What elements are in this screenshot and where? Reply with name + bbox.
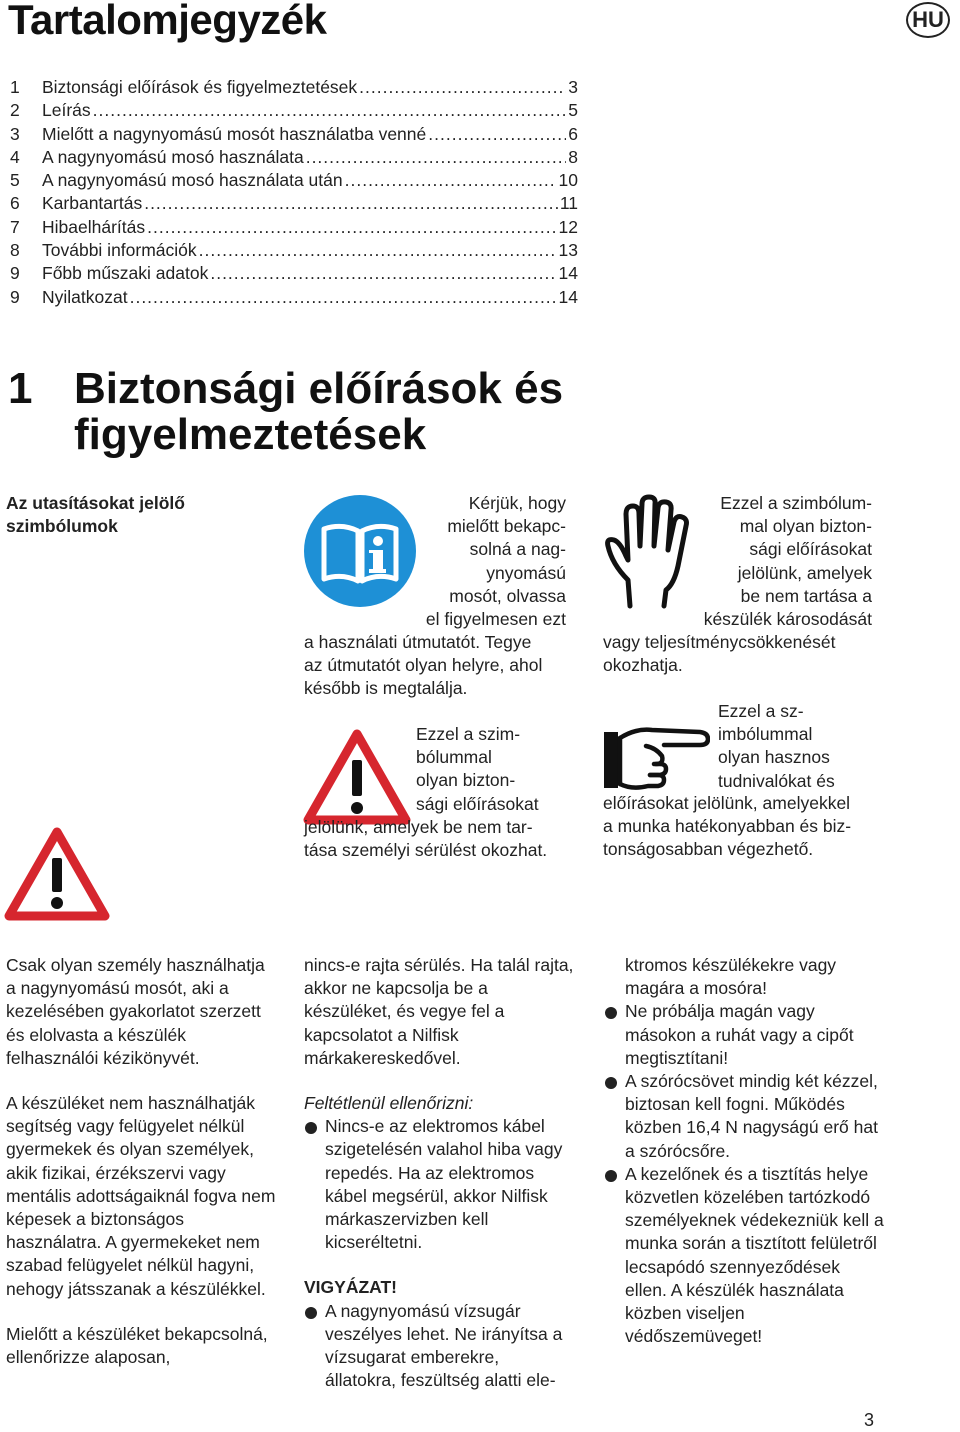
toc-label: Nyilatkozat	[42, 286, 128, 307]
text-line: sági előírásokat	[749, 539, 872, 560]
table-of-contents	[10, 76, 578, 309]
list-item: Ne próbálja magán vagy másokon a ruhát vagy a cipőt megtisztítani!	[604, 1000, 884, 1070]
toc-page: 13	[558, 240, 578, 261]
toc-number: 6	[10, 193, 20, 214]
toc-leader	[359, 76, 566, 99]
text-line: Ezzel a szimbólum-	[720, 493, 872, 513]
read-manual-icon	[302, 493, 418, 609]
text-line: solná a nag-	[469, 539, 566, 560]
toc-item[interactable]	[10, 286, 578, 309]
toc-label: További információk	[42, 240, 197, 261]
paragraph: ktromos készülékekre vagy magára a mosóra!	[625, 955, 837, 999]
toc-number: 5	[10, 170, 20, 191]
toc-item[interactable]	[10, 169, 578, 192]
toc-leader	[199, 239, 557, 262]
text-line: mal olyan bizton-	[739, 516, 872, 537]
list-item: A kezelőnek és a tisztítás helye közvetlen közelében tartózkodó személyeknek védekezniük kell a munka során a tisztított felületről lecsapódó szennyeződések ellen. A készülék használata közben viseljen védőszemüveget!	[604, 1163, 884, 1349]
toc-item[interactable]	[10, 216, 578, 239]
page-title: Tartalomjegyzék	[8, 0, 327, 43]
list-item: A nagynyomású vízsugár veszélyes lehet. Ne irányítsa a vízsugarat emberekre, állatokra, feszültség alatti ele-	[304, 1300, 574, 1393]
section-number: 1	[8, 364, 33, 413]
warning-heading: VIGYÁZAT!	[304, 1277, 398, 1298]
toc-number: 8	[10, 240, 20, 261]
warning-text-full	[304, 816, 594, 862]
text-line: előírásokat jelölünk, amelyekkel	[603, 793, 851, 813]
warning-list	[304, 1300, 574, 1393]
text-line: tudnivalókat és	[718, 770, 835, 791]
text-line: Ezzel a szim-	[416, 724, 521, 744]
warning-triangle-icon	[302, 728, 412, 826]
section-title-line1: Biztonsági előírások és	[74, 364, 564, 413]
page-number: 3	[864, 1410, 875, 1430]
text-line: tása személyi sérülést okozhat.	[304, 840, 548, 861]
text-line: bólummal	[416, 747, 492, 768]
text-line: tonságosabban végezhető.	[603, 839, 814, 860]
toc-page: 14	[558, 263, 578, 284]
check-heading: Feltétlenül ellenőrizni:	[304, 1093, 474, 1114]
text-line: be nem tartása a	[740, 585, 872, 606]
toc-page: 6	[568, 123, 578, 144]
toc-number: 2	[10, 100, 20, 121]
text-line: jelölünk, amelyek be nem tar-	[304, 817, 533, 837]
text-line: vagy teljesítménycsökkenését	[603, 632, 836, 652]
section-title-line2: figyelmeztetések	[74, 410, 427, 459]
toc-leader	[93, 99, 567, 122]
list-item: Nincs-e az elektromos kábel szigetelésén valahol hiba vagy repedés. Ha az elektromos kábel megsérül, akkor Nilfisk márkaszervizben kell kicseréltetni.	[304, 1115, 574, 1254]
manual-text-full	[304, 631, 594, 701]
text-line: mosót, olvassa	[449, 585, 566, 606]
toc-number: 4	[10, 146, 20, 167]
toc-item[interactable]	[10, 192, 578, 215]
text-line: okozhatja.	[603, 655, 683, 676]
paragraph: nincs-e rajta sérülés. Ha talál rajta, akkor ne kapcsolja be a készüléket, és vegye fel a kapcsolatot a Nilfisk márkakereskedővel.	[304, 955, 574, 1068]
text-line: imbólummal	[718, 724, 813, 745]
toc-leader	[306, 146, 567, 169]
toc-number: 9	[10, 263, 20, 284]
toc-leader	[144, 192, 558, 215]
text-line: a munka hatékonyabban és biz-	[603, 816, 852, 837]
toc-label: Mielőtt a nagynyomású mosót használatba venné	[42, 123, 427, 144]
text-line: Kérjük, hogy	[468, 493, 566, 513]
text-line: a használati útmutatót. Tegye	[304, 632, 532, 652]
body-column-2	[304, 954, 574, 1392]
language-badge: HU	[906, 2, 950, 38]
text-line: ynyomású	[486, 562, 566, 583]
warning-text-wrap	[416, 723, 576, 816]
text-line: sági előírásokat	[416, 793, 539, 814]
toc-label: A nagynyomású mosó használata	[42, 146, 304, 167]
toc-leader	[428, 123, 566, 146]
pointing-hand-icon	[602, 720, 710, 794]
toc-leader	[345, 169, 557, 192]
warning-triangle-icon	[4, 826, 110, 922]
toc-page: 12	[558, 216, 578, 237]
toc-item[interactable]	[10, 239, 578, 262]
toc-label: Biztonsági előírások és figyelmeztetések	[42, 77, 358, 97]
text-line: olyan bizton-	[416, 770, 516, 791]
toc-number: 9	[10, 286, 20, 307]
text-line: készülék károsodását	[703, 609, 872, 630]
body-column-1	[6, 954, 276, 1391]
text-line: Ezzel a sz-	[718, 701, 804, 721]
toc-item[interactable]	[10, 76, 578, 99]
toc-leader	[210, 262, 556, 285]
safety-list	[604, 1000, 884, 1348]
check-list	[304, 1115, 574, 1254]
toc-item[interactable]	[10, 99, 578, 122]
toc-page: 3	[568, 77, 578, 97]
text-line: mielőtt bekapc-	[447, 516, 566, 537]
toc-number: 1	[10, 77, 20, 97]
manual-text-wrap	[420, 492, 566, 631]
list-item: A szórócsövet mindig két kézzel, biztosan kell fogni. Működés közben 16,4 N nagyságú erő hat a szórócsőre.	[604, 1070, 884, 1163]
toc-page: 14	[558, 286, 578, 307]
text-line: olyan hasznos	[718, 747, 830, 768]
stop-hand-icon	[602, 494, 696, 612]
toc-item[interactable]	[10, 262, 578, 285]
toc-label: Leírás	[42, 100, 91, 121]
toc-page: 8	[568, 146, 578, 167]
toc-page: 5	[568, 100, 578, 121]
tip-text-full	[603, 792, 893, 862]
text-line: az útmutatót olyan helyre, ahol	[304, 655, 543, 676]
toc-label: A nagynyomású mosó használata után	[42, 170, 343, 191]
paragraph: Csak olyan személy használhatja a nagynyomású mosót, aki a kezelésében gyakorlatot szerzett és elolvasta a készülék felhasználói kézikönyvét.	[6, 955, 265, 1068]
toc-item[interactable]	[10, 146, 578, 169]
text-line: később is megtalálja.	[304, 678, 468, 699]
toc-number: 3	[10, 123, 20, 144]
toc-label: Karbantartás	[42, 193, 143, 214]
toc-label: Főbb műszaki adatok	[42, 263, 209, 284]
paragraph: A készüléket nem használhatják segítség vagy felügyelet nélkül gyermekek és olyan személyek, akik fizikai, érzékszervi vagy mentális adottságaiknál fogva nem képesek a biztonságos használatra. A gyermekeket nem szabad felügyelet nélkül hagyni, nehogy játsszanak a készülékkel.	[6, 1093, 276, 1299]
toc-page: 11	[559, 193, 578, 214]
caution-text-full	[603, 631, 893, 677]
toc-page: 10	[558, 170, 578, 191]
toc-item[interactable]	[10, 123, 578, 146]
toc-number: 7	[10, 216, 20, 237]
symbols-subheading: Az utasításokat jelölő szimbólumok	[6, 493, 185, 536]
caution-text-wrap	[690, 492, 872, 631]
text-line: el figyelmesen ezt	[425, 609, 566, 630]
paragraph: Mielőtt a készüléket bekapcsolná, ellenőrizze alaposan,	[6, 1323, 268, 1368]
toc-leader	[130, 286, 557, 309]
text-line: jelölünk, amelyek	[737, 562, 872, 583]
toc-label: Hibaelhárítás	[42, 216, 146, 237]
tip-text-wrap	[718, 700, 878, 793]
toc-leader	[147, 216, 556, 239]
body-column-3	[604, 954, 884, 1348]
section-heading	[8, 366, 648, 458]
